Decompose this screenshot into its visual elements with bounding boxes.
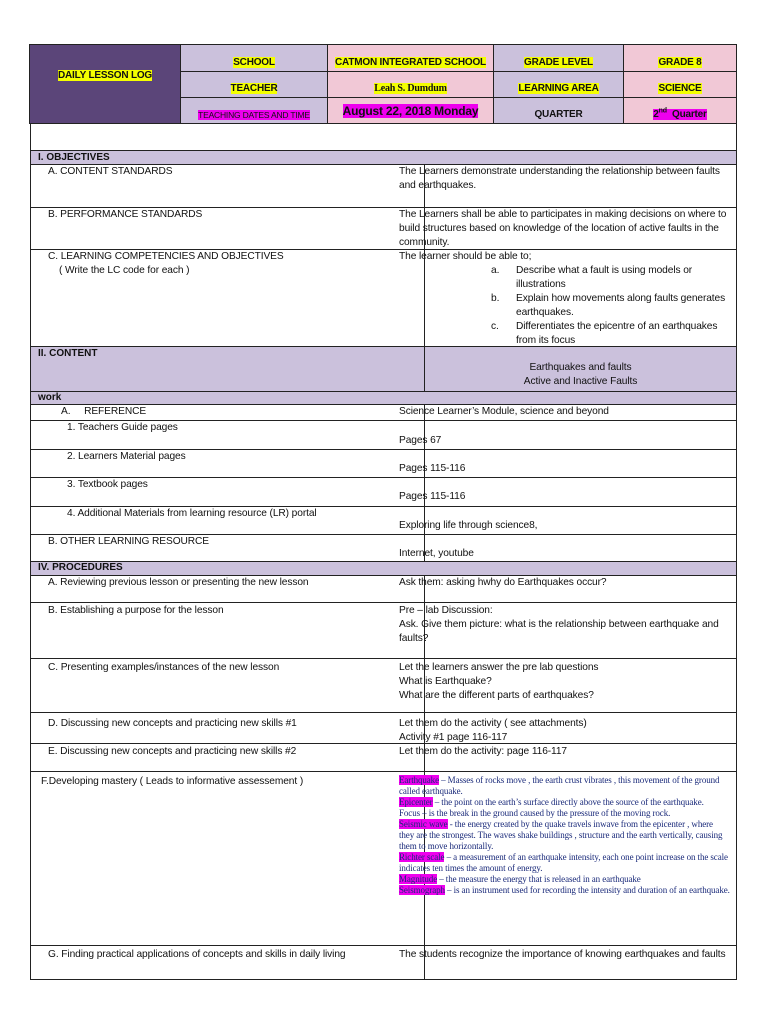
header-title-cell: [29, 44, 181, 124]
procedure-c-value-3: What are the different parts of earthquakes?: [399, 690, 594, 701]
teacher-value: Leah S. Dumdum: [374, 83, 447, 94]
procedure-d-label: D. Discussing new concepts and practicing new skills #1: [48, 718, 297, 729]
competencies-list: [399, 264, 732, 348]
procedure-d-row: [30, 713, 737, 744]
competency-item: [399, 320, 732, 348]
teacher-label-cell: [180, 71, 328, 98]
reference-row: [30, 405, 737, 421]
learning-competencies-intro: The learner should be able to;: [399, 251, 532, 262]
school-value: CATMON INTEGRATED SCHOOL: [335, 57, 486, 68]
competency-text: Explain how movements along faults generates earthquakes.: [516, 293, 726, 318]
procedure-g-value: The students recognize the importance of knowing earthquakes and faults: [399, 949, 726, 960]
reference-value: Science Learner’s Module, science and beyond: [399, 406, 609, 417]
competency-letter: a.: [491, 265, 500, 276]
objectives-heading: I. OBJECTIVES: [30, 150, 737, 165]
procedure-b-value-2: Ask. Give them picture: what is the relationship between earthquake and faults?: [399, 619, 719, 644]
glossary-entry: [399, 885, 730, 896]
content-standards-row: [30, 165, 737, 208]
glossary-term: Epicenter: [399, 797, 433, 807]
other-resource-row: [30, 535, 737, 562]
glossary-entry: [399, 775, 730, 797]
procedure-b-label: B. Establishing a purpose for the lesson: [48, 605, 224, 616]
competency-letter: c.: [491, 321, 499, 332]
grade-label: GRADE LEVEL: [524, 57, 593, 68]
glossary-term: Magnitude: [399, 874, 438, 884]
content-standards-label: A. CONTENT STANDARDS: [48, 166, 173, 177]
glossary-definition: – the point on the earth’s surface directly above the source of the earthquake.: [432, 797, 704, 807]
teacher-label: TEACHER: [230, 83, 278, 94]
textbook-label: 3. Textbook pages: [67, 479, 148, 490]
procedure-e-value: Let them do the activity: page 116-117: [399, 746, 567, 757]
glossary-entry: [399, 852, 730, 874]
school-label-cell: [180, 44, 328, 72]
quarter-label-cell: [493, 97, 624, 124]
procedure-c-row: [30, 659, 737, 713]
content-line-2: Active and Inactive Faults: [523, 376, 638, 387]
procedure-g-label: G. Finding practical applications of concepts and skills in daily living: [48, 949, 346, 960]
area-label-cell: [493, 71, 624, 98]
learners-material-row: [30, 450, 737, 478]
school-label: SCHOOL: [233, 57, 275, 68]
content-standards-text: The Learners demonstrate understanding the relationship between faults and earthquakes.: [399, 166, 720, 191]
teachers-guide-value: Pages 67: [399, 435, 442, 446]
content-heading: II. CONTENT: [38, 348, 98, 359]
lr-portal-label: 4. Additional Materials from learning resource (LR) portal: [67, 508, 317, 519]
other-resource-value: Internet, youtube: [399, 548, 474, 559]
procedure-d-value-1: Let them do the activity ( see attachments): [399, 718, 587, 729]
teachers-guide-label: 1. Teachers Guide pages: [67, 422, 178, 433]
competency-text: Describe what a fault is using models or illustrations: [516, 265, 693, 290]
procedure-f-label: F.Developing mastery ( Leads to informative assessement ): [41, 776, 304, 787]
competency-text: Differentiates the epicentre of an earthquakes from its focus: [516, 321, 718, 346]
dates-label: TEACHING DATES AND TIME: [198, 110, 310, 120]
glossary-term: Focus: [399, 808, 421, 818]
glossary-entry: [399, 819, 730, 852]
procedures-heading: IV. PROCEDURES: [30, 562, 737, 576]
grade-label-cell: [493, 44, 624, 72]
glossary-entry: [399, 874, 730, 885]
lr-portal-row: [30, 507, 737, 535]
competency-item: [399, 292, 732, 320]
performance-standards-row: [30, 208, 737, 250]
procedure-c-value-2: What is Earthquake?: [399, 676, 492, 687]
area-value-cell: [623, 71, 737, 98]
teachers-guide-row: [30, 421, 737, 450]
performance-standards-text: The Learners shall be able to participates in making decisions on where to build structures based on knowledge of the location of active faults in the community.: [399, 209, 727, 248]
grade-value: GRADE 8: [658, 57, 702, 68]
glossary-entry: [399, 797, 730, 808]
procedure-d-value-2: Activity #1 page 116-117: [399, 732, 508, 743]
daily-lesson-log-title: DAILY LESSON LOG: [57, 70, 153, 81]
area-label: LEARNING AREA: [518, 83, 599, 94]
glossary-definition: – is the break in the ground caused by the pressure of the moving rock.: [420, 808, 671, 818]
glossary-term: Seismic wave: [399, 819, 448, 829]
glossary-term: Richter scale: [399, 852, 445, 862]
learning-competencies-row: [30, 250, 737, 347]
reference-label: A. REFERENCE: [61, 406, 147, 417]
content-section: [30, 347, 737, 392]
other-resource-label: B. OTHER LEARNING RESOURCE: [48, 536, 209, 547]
procedure-b-value-1: Pre – lab Discussion:: [399, 605, 493, 616]
competency-letter: b.: [491, 293, 500, 304]
dates-label-cell: [180, 97, 328, 124]
procedure-e-label: E. Discussing new concepts and practicing new skills #2: [48, 746, 297, 757]
lr-portal-value: Exploring life through science8,: [399, 520, 538, 531]
learners-material-label: 2. Learners Material pages: [67, 451, 186, 462]
mastery-glossary: [399, 775, 730, 896]
learners-material-value: Pages 115-116: [399, 463, 466, 474]
performance-standards-label: B. PERFORMANCE STANDARDS: [48, 209, 203, 220]
procedure-a-value: Ask them: asking hwhy do Earthquakes occur?: [399, 577, 607, 588]
area-value: SCIENCE: [658, 83, 702, 94]
procedure-a-label: A. Reviewing previous lesson or presenting the new lesson: [48, 577, 309, 588]
procedure-a-row: [30, 576, 737, 603]
glossary-entry: [399, 808, 730, 819]
glossary-definition: – is an instrument used for recording the intensity and duration of an earthquake.: [444, 885, 730, 895]
glossary-definition: – a measurement of an earthquake intensity, each one point increase on the scale indicates ten times the amount of energy.: [399, 852, 728, 873]
learning-competencies-label: C. LEARNING COMPETENCIES AND OBJECTIVES: [48, 251, 284, 262]
grade-value-cell: [623, 44, 737, 72]
procedure-c-value-1: Let the learners answer the pre lab questions: [399, 662, 599, 673]
glossary-definition: – the measure the energy that is released in an earthquake: [437, 874, 641, 884]
quarter-value-cell: [623, 97, 737, 124]
procedure-f-row: [30, 772, 737, 946]
procedure-c-label: C. Presenting examples/instances of the new lesson: [48, 662, 280, 673]
textbook-value: Pages 115-116: [399, 491, 466, 502]
content-line-1: Earthquakes and faults: [529, 362, 632, 373]
quarter-label: QUARTER: [534, 109, 583, 120]
blank-row: [30, 124, 737, 151]
procedure-e-row: [30, 744, 737, 772]
dates-value-cell: [327, 97, 494, 124]
procedure-b-row: [30, 603, 737, 659]
learning-competencies-note: ( Write the LC code for each ): [59, 265, 190, 276]
quarter-value: 2nd Quarter: [653, 108, 707, 121]
glossary-definition: – Masses of rocks move , the earth crust vibrates , this movement of the ground called earthquake.: [399, 775, 720, 796]
glossary-definition: - the energy created by the quake travels inwave from the epicenter , where they are the strongest. The waves shake buildings , structure and the earth vertically, causing them to move horizontally.: [399, 819, 723, 851]
school-value-cell: [327, 44, 494, 72]
competency-item: [399, 264, 732, 292]
textbook-row: [30, 478, 737, 507]
glossary-term: Earthquake: [399, 775, 439, 785]
procedure-g-row: [30, 946, 737, 980]
glossary-term: Seismograph: [399, 885, 445, 895]
resources-heading: work: [30, 391, 737, 405]
dates-value: August 22, 2018 Monday: [342, 104, 479, 118]
teacher-value-cell: [327, 71, 494, 98]
